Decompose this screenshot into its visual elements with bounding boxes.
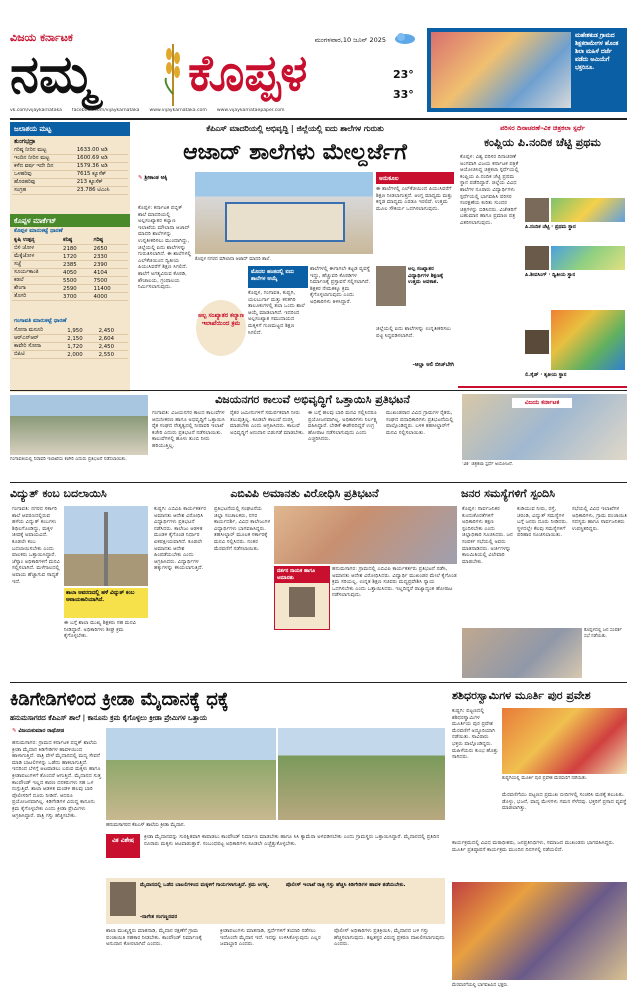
canal-col4: ಮುಖಂಡರಾದ ವಿವಿಧ ಗ್ರಾಮಗಳ ರೈತರು, ಸಂಘದ ಪದಾಧಿಕಾರಿಗಳು ಪ್ರತಿಭಟನೆಯಲ್ಲಿ ಪಾಲ್ಗೊಂಡಿದ್ದರು. ಬಳಿಕ ತಹಸೀಲ್ದಾರ್‌ಗೆ ಮನವಿ ಸಲ್ಲಿಸಲಾಯಿತು. bbox=[386, 410, 454, 436]
winner2-drawing bbox=[551, 246, 625, 270]
vk-link[interactable]: vk.com/vijaykarnataka bbox=[10, 108, 62, 113]
quote-name: -ಆಲ್ಲಾ ಅಲಿ ಬೀಜ್‌ಬೇಗಿ bbox=[412, 362, 454, 368]
sports-photo-2 bbox=[278, 728, 445, 820]
people-caption: ಕೊಪ್ಪಳದಲ್ಲಿ ಜನ ಸಂಪರ್ಕ ಸಭೆ ನಡೆಯಿತು. bbox=[584, 628, 622, 639]
social-strip bbox=[10, 108, 425, 116]
lead-photo bbox=[195, 172, 373, 254]
table-row: ತೊಗರಿ 3700 4000 bbox=[12, 293, 128, 301]
market-sub2: ಗಂಗಾವತಿ ಮಾರುಕಟ್ಟೆ ಧಾರಣೆ bbox=[14, 318, 67, 324]
section-rule bbox=[10, 390, 627, 391]
sports-byline: ✎ ವಿಜಯಕುಮಾರ ರಾಥೋಡ bbox=[12, 728, 65, 734]
weather-cloud-icon bbox=[393, 30, 417, 44]
brand-title-left: ನಮ್ಮ bbox=[10, 45, 96, 105]
swamiji-col3: ಕಾರ್ಯಕ್ರಮದಲ್ಲಿ ವಿವಿಧ ಮಠಾಧೀಶರು, ಜನಪ್ರತಿನಿಧಿಗಳು, ಸಮಾಜದ ಮುಖಂಡರು ಭಾಗವಹಿಸಿದ್ದರು. ಮೂರ್ತಿ ಪ್ರತಿಷ್ಠಾಪನೆ ಕಾರ್ಯಕ್ರಮ ಮುಂದಿನ ದಿನಗಳಲ್ಲಿ ನಡೆಯಲಿದೆ. bbox=[452, 840, 615, 853]
canal-photo bbox=[10, 395, 148, 455]
canal-col1: ಗಂಗಾವತಿ: ವಿಜಯನಗರ ಕಾಲದ ಕಾಲುವೆಗಳ ಆಧುನೀಕರಣ ಹಾಗೂ ಅಭಿವೃದ್ಧಿಗೆ ಒತ್ತಾಯಿಸಿ ರೈತ ಸಂಘದ ನೇತೃತ್ವದಲ್ಲಿ ನೀರಾವರಿ ಇಲಾಖೆ ಕಚೇರಿ ಎದುರು ಪ್ರತಿಭಟನೆ ನಡೆಸಲಾಯಿತು. ಕಾಲುವೆಗಳಲ್ಲಿ ಹೂಳು ತುಂಬಿ ನೀರು ಹರಿಯುತ್ತಿಲ್ಲ. bbox=[152, 410, 225, 449]
top-promo bbox=[427, 28, 627, 112]
table-row: ಮೆಕ್ಕೆಜೋಳ 1720 2330 bbox=[12, 253, 128, 261]
wheat-icon bbox=[162, 34, 184, 106]
table-row: ಕಾವೇರಿ ಸೋನಾ 1,720 2,450 bbox=[12, 343, 128, 351]
section-rule bbox=[10, 482, 627, 483]
epaper-link[interactable]: www.vijaykarnataepaper.com bbox=[216, 108, 285, 113]
power-col1: ಗಂಗಾವತಿ: ನಗರದ ಸರ್ಕಾರಿ ಶಾಲೆ ಆವರಣದಲ್ಲಿರುವ ಹಳೆಯ ವಿದ್ಯುತ್ ಕಂಬಗಳು ಶಿಥಿಲಗೊಂಡಿದ್ದು, ಮಕ್ಕಳ ಜೀವಕ್ಕೆ ಅಪಾಯವಿದೆ. ಕೂಡಲೇ ಕಂಬ ಬದಲಾಯಿಸಬೇಕು ಎಂದು ಪಾಲಕರು ಒತ್ತಾಯಿಸಿದ್ದಾರೆ. ಜೆಸ್ಕಾಂ ಅಧಿಕಾರಿಗಳಿಗೆ ಮನವಿ ಸಲ್ಲಿಸಲಾಗಿದೆ. ಮಳೆಗಾಲದಲ್ಲಿ ಅಪಾಯ ಹೆಚ್ಚಾಗುವ ಸಾಧ್ಯತೆ ಇದೆ. bbox=[12, 506, 60, 585]
sports-quote-box bbox=[106, 878, 445, 924]
people-col1: ಕೊಪ್ಪಳ: ಸಾರ್ವಜನಿಕರ ಕುಂದುಕೊರತೆಗಳಿಗೆ ಅಧಿಕಾರಿಗಳು ತಕ್ಷಣ ಸ್ಪಂದಿಸಬೇಕು ಎಂದು ಜಿಲ್ಲಾಧಿಕಾರಿ ಸೂಚಿಸಿದರು. ಜನ ಸಂಪರ್ಕ ಸಭೆಯಲ್ಲಿ ಅವರು ಮಾತನಾಡಿದರು. ಅರ್ಜಿಗಳನ್ನು ಕಾಲಮಿತಿಯಲ್ಲಿ ವಿಲೇವಾರಿ ಮಾಡಬೇಕು. bbox=[462, 506, 513, 565]
market-title: ಕೊಪ್ಪಳ ಮಾರ್ಕೆಟ್ bbox=[10, 214, 130, 227]
sports-quote-text-2: ಪೊಲೀಸ್ ಇಲಾಖೆ ರಾತ್ರಿ ಗಸ್ತು ಹೆಚ್ಚಿಸಿ ಕಿಡಿಗೇಡಿಗಳ ಹಾವಳಿ ತಡೆಯಬೇಕು. bbox=[286, 882, 406, 888]
procession-photo bbox=[452, 882, 627, 980]
sports-intro: ಕ್ರೀಡಾ ಮೈದಾನವನ್ನು ಸುರಕ್ಷಿತವಾಗಿ ಕಾಪಾಡಲು ಕಾಂಪೌಂಡ್ ನಿರ್ಮಾಣ ಮಾಡಬೇಕು ಹಾಗೂ ಸಿಸಿ ಕ್ಯಾಮೆರಾ ಅಳವಡಿಸಬೇಕು ಎಂದು ಗ್ರಾಮಸ್ಥರು ಒತ್ತಾಯಿಸಿದ್ದಾರೆ. ಮೈದಾನದಲ್ಲಿ ಪ್ರತಿದಿನ ನೂರಾರು ಮಕ್ಕಳು ಆಟವಾಡುತ್ತಾರೆ. ಸಂಬಂಧಪಟ್ಟ ಅಧಿಕಾರಿಗಳು ಕೂಡಲೇ ಎಚ್ಚೆತ್ತುಕೊಳ್ಳಬೇಕು. bbox=[144, 834, 440, 847]
swamiji-headline: ಶಶಿಧರಸ್ವಾಮಿಗಳ ಮೂರ್ತಿ ಪುರ ಪ್ರವೇಶ bbox=[452, 689, 591, 702]
lead-byline: ✎ ಶ್ರೀಕಾಂತ ಅಕ್ಕಿ bbox=[138, 175, 168, 181]
sports-photo-1 bbox=[106, 728, 276, 820]
canal-headline: ವಿಜಯನಗರ ಕಾಲುವೆ ಅಭಿವೃದ್ಧಿಗೆ ಒತ್ತಾಯಿಸಿ ಪ್ರತಿಭಟನೆ bbox=[215, 393, 410, 406]
sports-col1: ಹನುಮಸಾಗರ: ಗ್ರಾಮದ ಕರ್ನಾಟಕ ಪಬ್ಲಿಕ್ ಶಾಲೆಯ ಕ್ರೀಡಾ ಮೈದಾನ ಕಿಡಿಗೇಡಿಗಳ ಹಾವಳಿಯಿಂದ ಹಾಳಾಗುತ್ತಿದೆ. ರಾತ್ರಿ ವೇಳೆ ಮೈದಾನದಲ್ಲಿ ಮದ್ಯ ಸೇವನೆ ಮಾಡಿ ಬಾಟಲಿಗಳನ್ನು ಒಡೆದು ಹಾಕಲಾಗುತ್ತಿದೆ. ಇದರಿಂದ ಬೆಳಗ್ಗೆ ಆಟವಾಡಲು ಬರುವ ಮಕ್ಕಳು ಹಾಗೂ ಕ್ರೀಡಾಪಟುಗಳಿಗೆ ತೊಂದರೆ ಆಗುತ್ತಿದೆ. ಮೈದಾನದ ಸುತ್ತ ಕಾಂಪೌಂಡ್ ಇಲ್ಲದ ಕಾರಣ ದನಕರುಗಳು ಸಹ ಒಳ ನುಗ್ಗುತ್ತಿವೆ. ಶಾಲಾ ಆಡಳಿತ ಮಂಡಳಿ ಹಲವು ಬಾರಿ ಪೊಲೀಸರಿಗೆ ದೂರು ನೀಡಿದೆ. ಆದರೂ ಪ್ರಯೋಜನವಾಗಿಲ್ಲ. ಕಿಡಿಗೇಡಿಗಳ ವಿರುದ್ಧ ಕಾನೂನು ಕ್ರಮ ಕೈಗೊಳ್ಳಬೇಕು ಎಂದು ಕ್ರೀಡಾ ಪ್ರೇಮಿಗಳು ಆಗ್ರಹಿಸಿದ್ದಾರೆ. ರಾತ್ರಿ ಗಸ್ತು ಹೆಚ್ಚಿಸಬೇಕು. bbox=[12, 740, 102, 819]
swamiji-photo bbox=[502, 708, 627, 774]
left-sidebar bbox=[10, 122, 130, 392]
power-photo bbox=[64, 506, 148, 586]
table-row: ಬಿಳಿ ಜೋಳ 2180 2650 bbox=[12, 245, 128, 253]
table-row: ಸೂರ್ಯಕಾಂತಿ 4050 4104 bbox=[12, 269, 128, 277]
sports-caption: ಹನುಮಸಾಗರದ ಕೆಪಿಎಸ್ ಶಾಲೆಯ ಕ್ರೀಡಾ ಮೈದಾನ. bbox=[106, 823, 185, 828]
market-table-2 bbox=[12, 327, 128, 359]
masthead-rule bbox=[10, 118, 627, 120]
contest-kicker: ಪರಿಸರ ದಿನಾಚರಣೆ–ವಿಕ ಚಿತ್ರಕಲಾ ಸ್ಪರ್ಧೆ bbox=[500, 124, 585, 132]
vk-banner: ವಿಜಯ ಕರ್ನಾಟಕ bbox=[512, 398, 572, 408]
sports-headline: ಕಿಡಿಗೇಡಿಗಳಿಂದ ಕ್ರೀಡಾ ಮೈದಾನಕ್ಕೆ ಧಕ್ಕೆ bbox=[10, 689, 229, 710]
table-row: ಹೊರಹರಿವು 213 ಕ್ಯೂಸೆಕ್ bbox=[12, 179, 128, 187]
abvp-col2: ಪ್ರತಿಭಟನೆಯಲ್ಲಿ ಸಂಘಟನೆಯ ಜಿಲ್ಲಾ ಸಂಚಾಲಕರು, ನಗರ ಕಾರ್ಯದರ್ಶಿ, ವಿವಿಧ ಕಾಲೇಜುಗಳ ವಿದ್ಯಾರ್ಥಿಗಳು ಭಾಗವಹಿಸಿದ್ದರು. ತಹಸೀಲ್ದಾರ್ ಮೂಲಕ ಸರ್ಕಾರಕ್ಕೆ ಮನವಿ ಸಲ್ಲಿಸಿದರು. ನಂತರ ಮೆರವಣಿಗೆ ನಡೆಸಲಾಯಿತು. bbox=[214, 506, 271, 552]
quote-text: ಅಲ್ಪ ಸಂಖ್ಯಾತರ ವಿದ್ಯಾರ್ಥಿಗಳ ಶಿಕ್ಷಣಕ್ಕೆ ಉತ್ತಮ ಅವಕಾಶ. bbox=[408, 266, 444, 286]
water-table bbox=[12, 147, 128, 195]
contest-headline: ಕಂಪ್ಲಿಯ ಪಿ.ನಂದಿಕ ಚೆಟ್ಟಿ ಪ್ರಥಮ bbox=[484, 136, 601, 149]
sports-col2: ಶಾಲಾ ಮುಖ್ಯಸ್ಥರು ಮಾತನಾಡಿ, ಮೈದಾನ ರಕ್ಷಣೆಗೆ ಗ್ರಾಮ ಪಂಚಾಯಿತಿ ಸಹಕಾರ ನೀಡಬೇಕು. ಕಾಂಪೌಂಡ್ ನಿರ್ಮಾಣಕ್ಕೆ ಅನುದಾನ ಕೋರಲಾಗಿದೆ ಎಂದರು. bbox=[106, 928, 202, 948]
table-row: ಇಂದಿನ ನೀರಿನ ಮಟ್ಟ 1600.69 ಅಡಿ bbox=[12, 155, 128, 163]
table-row: ಕಡಲೆ 5500 7500 bbox=[12, 277, 128, 285]
winner1-drawing bbox=[551, 198, 625, 222]
issue-date: ಮಂಗಳವಾರ,10 ಜೂನ್ 2025 bbox=[314, 36, 386, 44]
sports-quote-name: -ನಾಗೇಶ ಸಂಗಣ್ಣನವರ bbox=[140, 914, 178, 920]
market-sub1: ಕೊಪ್ಪಳ ಮಾರುಕಟ್ಟೆ ಧಾರಣೆ bbox=[14, 228, 63, 234]
lead-col1: ಕೊಪ್ಪಳ: ಕರ್ನಾಟಕ ಪಬ್ಲಿಕ್ ಶಾಲೆ ಮಾದರಿಯಲ್ಲಿ ಅಲ್ಪಸಂಖ್ಯಾತರ ಕಲ್ಯಾಣ ಇಲಾಖೆಯ ಮೌಲಾನಾ ಆಜಾದ್ ಮಾದರಿ ಶಾಲೆಗಳನ್ನು ಉನ್ನತೀಕರಿಸಲು ಮುಂದಾಗಿದ್ದು, ಜಿಲ್ಲೆಯಲ್ಲಿ ಐದು ಶಾಲೆಗಳನ್ನು ಗುರುತಿಸಲಾಗಿದೆ. ಈ ಶಾಲೆಗಳಲ್ಲಿ ಎಲ್‌ಕೆಜಿಯಿಂದ ದ್ವಿತೀಯ ಪಿಯುಸಿವರೆಗೆ ಶಿಕ್ಷಣ ಸಿಗಲಿದೆ. ಶಾಲೆಗೆ ಅಗತ್ಯವಿರುವ ಕೊಠಡಿ, ಶೌಚಾಲಯ, ಗ್ರಂಥಾಲಯ ನಿರ್ಮಿಸಲಾಗುವುದು. bbox=[138, 205, 192, 291]
contest-col1: ಕೊಪ್ಪಳ: ವಿಶ್ವ ಪರಿಸರ ದಿನಾಚರಣೆ ಅಂಗವಾಗಿ ವಿಜಯ ಕರ್ನಾಟಕ ಪತ್ರಿಕೆ ಆಯೋಜಿಸಿದ್ದ ಚಿತ್ರಕಲಾ ಸ್ಪರ್ಧೆಯಲ್ಲಿ ಕಂಪ್ಲಿಯ ಪಿ.ನಂದಿಕ ಚೆಟ್ಟಿ ಪ್ರಥಮ ಸ್ಥಾನ ಪಡೆದಿದ್ದಾರೆ. ಜಿಲ್ಲೆಯ ವಿವಿಧ ಶಾಲೆಗಳ ನೂರಾರು ವಿದ್ಯಾರ್ಥಿಗಳು ಸ್ಪರ್ಧೆಯಲ್ಲಿ ಭಾಗವಹಿಸಿ ಪರಿಸರ ಸಂರಕ್ಷಣೆಯ ಕುರಿತು ಸುಂದರ ಚಿತ್ರಗಳನ್ನು ಬಿಡಿಸಿದರು. ವಿಜೇತರಿಗೆ ಬಹುಮಾನ ಹಾಗೂ ಪ್ರಮಾಣ ಪತ್ರ ವಿತರಿಸಲಾಗುವುದು. bbox=[460, 154, 519, 226]
quote-portrait bbox=[376, 266, 406, 306]
pen-icon: ✎ bbox=[138, 175, 145, 181]
table-row: ಬಿಪಿಟಿ 2,000 2,550 bbox=[12, 351, 128, 359]
contest-event-photo bbox=[462, 394, 627, 460]
table-row: ಶೇಂಗಾ 2590 11400 bbox=[12, 285, 128, 293]
table-row: ಸೋನಾ ಮಸೂರಿ 1,950 2,450 bbox=[12, 327, 128, 335]
canal-col2: ರೈತರ ಜಮೀನುಗಳಿಗೆ ಸಮರ್ಪಕವಾಗಿ ನೀರು ತಲುಪುತ್ತಿಲ್ಲ. ಕೂಡಲೇ ಕಾಲುವೆ ದುರಸ್ತಿ ಮಾಡಬೇಕು ಎಂದು ಆಗ್ರಹಿಸಿದರು. ಕಾಲುವೆ ಅಭಿವೃದ್ಧಿಗೆ ಅನುದಾನ ಬಿಡುಗಡೆ ಮಾಡಬೇಕು. bbox=[230, 410, 305, 436]
sports-subhead: ಹನುಮಸಾಗರದ ಕೆಪಿಎಸ್ ಶಾಲೆ | ಕಾನೂನು ಕ್ರಮ ಕೈಗೊಳ್ಳಲು ಕ್ರೀಡಾ ಪ್ರೇಮಿಗಳ ಒತ್ತಾಯ bbox=[10, 714, 208, 722]
abvp-col1: ಕುಷ್ಟಗಿ: ಎಬಿವಿಪಿ ಕಾರ್ಯಕರ್ತರ ಅಮಾನತು ಆದೇಶ ವಿರೋಧಿಸಿ ವಿದ್ಯಾರ್ಥಿಗಳು ಪ್ರತಿಭಟನೆ ನಡೆಸಿದರು. ಕಾಲೇಜು ಆಡಳಿತ ಮಂಡಳಿ ಕೈಗೊಂಡ ನಿರ್ಧಾರ ಏಕಪಕ್ಷೀಯವಾಗಿದೆ. ಕೂಡಲೇ ಅಮಾನತು ಆದೇಶ ಹಿಂಪಡೆಯಬೇಕು ಎಂದು ಆಗ್ರಹಿಸಿದರು. ವಿದ್ಯಾರ್ಥಿಗಳ ಹಕ್ಕುಗಳನ್ನು ಕಸಿಯಲಾಗುತ್ತಿದೆ. bbox=[154, 506, 207, 572]
table-row: ಕಳೆದ ವರ್ಷ ಇದೇ ದಿನ 1579.36 ಅಡಿ bbox=[12, 163, 128, 171]
lead-sidebox-title: ಅನುಕೂಲ bbox=[376, 172, 454, 184]
quote-more: ಜಿಲ್ಲೆಯಲ್ಲಿ ಐದು ಶಾಲೆಗಳನ್ನು ಉನ್ನತೀಕರಿಸಲು ಪಟ್ಟಿ ಸಿದ್ಧಪಡಿಸಲಾಗಿದೆ. bbox=[376, 326, 452, 339]
winner1-name: ಪಿ.ನಂದಿಕ ಚೆಟ್ಟಿ · ಪ್ರಥಮ ಸ್ಥಾನ bbox=[525, 224, 576, 230]
people-headline: ಜನರ ಸಮಸ್ಯೆಗಳಿಗೆ ಸ್ಪಂದಿಸಿ bbox=[461, 487, 555, 500]
lead-sidebox-text: ಈ ಶಾಲೆಗಳಲ್ಲಿ ಎಲ್‌ಕೆಜಿಯಿಂದ ಪಿಯುಸಿವರೆಗೆ ಶಿಕ್ಷಣ ನೀಡಲಾಗುತ್ತದೆ. ಆಂಗ್ಲ ಮಾಧ್ಯಮ ಮತ್ತು ಕನ್ನಡ ಮಾಧ್ಯಮ ಎರಡೂ ಇರಲಿವೆ. ಉತ್ತಮ ಮೂಲ ಸೌಕರ್ಯ ಒದಗಿಸಲಾಗುವುದು. bbox=[376, 186, 453, 212]
winner3-photo bbox=[525, 330, 549, 354]
lead-col4: ಶಾಲೆಗಳಲ್ಲಿ ಈಗಾಗಲೇ ಕಟ್ಟಡ ವ್ಯವಸ್ಥೆ ಇದ್ದು, ಹೆಚ್ಚುವರಿ ಕೊಠಡಿಗಳ ನಿರ್ಮಾಣಕ್ಕೆ ಪ್ರಸ್ತಾವನೆ ಸಲ್ಲಿಸಲಾಗಿದೆ. ಶಿಕ್ಷಕರ ನೇಮಕಕ್ಕೂ ಕ್ರಮ ಕೈಗೊಳ್ಳಲಾಗುವುದು ಎಂದು ಅಧಿಕಾರಿಗಳು ತಿಳಿಸಿದ್ದಾರೆ. bbox=[310, 266, 371, 305]
lead-pullquote: ಅಲ್ಪ ಸಂಖ್ಯಾತರ ಕಲ್ಯಾಣ ಇಲಾಖೆಯಿಂದ ಕ್ರಮ bbox=[196, 300, 246, 356]
procession-caption: ಮೆರವಣಿಗೆಯಲ್ಲಿ ಭಾಗವಹಿಸಿದ ಭಕ್ತರು. bbox=[452, 983, 509, 988]
swamiji-caption: ಕುಷ್ಟಗಿಯಲ್ಲಿ ಮೂರ್ತಿ ಪುರ ಪ್ರವೇಶ ಮೆರವಣಿಗೆ ನಡೆಯಿತು. bbox=[502, 776, 588, 781]
abvp-box: ದರ್ಶನ ನಾಯಕ ಹಾಗೂ ಅಮಾನತು bbox=[274, 566, 330, 630]
lead-photo-caption: ಕೊಪ್ಪಳ ನಗರದ ಮೌಲಾನಾ ಆಜಾದ್ ಮಾದರಿ ಶಾಲೆ. bbox=[195, 257, 271, 262]
brand-title-right: ಕೊಪ್ಪಳ bbox=[188, 44, 308, 102]
water-title: ಜಲಾಶಯ ಮಟ್ಟ bbox=[10, 122, 130, 136]
lead-headline: ಆಜಾದ್ ಶಾಲೆಗಳು ಮೇಲ್ದರ್ಜೆಗೆ bbox=[183, 140, 407, 165]
facebook-link[interactable]: facebook.com/vijaykarnataka bbox=[71, 108, 140, 113]
canal-col3: ಈ ಬಗ್ಗೆ ಹಲವು ಬಾರಿ ಮನವಿ ಸಲ್ಲಿಸಿದರೂ ಪ್ರಯೋಜನವಾಗಿಲ್ಲ. ಅಧಿಕಾರಿಗಳು ನಿರ್ಲಕ್ಷ್ಯ ವಹಿಸಿದ್ದಾರೆ. ಬೇಡಿಕೆ ಈಡೇರದಿದ್ದರೆ ಉಗ್ರ ಹೋರಾಟ ನಡೆಸಲಾಗುವುದು ಎಂದು ಎಚ್ಚರಿಸಿದರು. bbox=[308, 410, 378, 443]
promo-text: ಮಹೇಶಕುಡ ಗ್ರಾಮದ ಶಿಕ್ಷಕರಾಮೇಗಳ ಹೊಂತ ಶಿಲಾ ಮಹಿಳೆ ದರ್ಜೆ ಪಡೆದು ಅಮಿಯೆಗೆ ಭಕ್ತರಿನೂ. bbox=[575, 33, 619, 71]
lead-box: ಮೊದಲ ಹಂತದಲ್ಲಿ ಐದು ಶಾಲೆಗಳ ಆಯ್ಕೆ bbox=[248, 266, 308, 288]
swamiji-col1: ಕುಷ್ಟಗಿ: ಪಟ್ಟಣದಲ್ಲಿ ಶಶಿಧರಸ್ವಾಮಿಗಳ ಮೂರ್ತಿಯ ಪುರ ಪ್ರವೇಶ ಮೆರವಣಿಗೆ ಅದ್ದೂರಿಯಾಗಿ ನಡೆಯಿತು. ಸಾವಿರಾರು ಭಕ್ತರು ಪಾಲ್ಗೊಂಡಿದ್ದರು. ಮಹಿಳೆಯರು ಕುಂಭ ಹೊತ್ತು ಸಾಗಿದರು. bbox=[452, 708, 499, 761]
sports-col3: ಕ್ರೀಡಾಪಟುಗಳು ಮಾತನಾಡಿ, ಸ್ಪರ್ಧೆಗಳಿಗೆ ತಯಾರಿ ನಡೆಸಲು ಇದೊಂದೇ ಮೈದಾನ ಇದೆ. ಇದನ್ನು ಉಳಿಸಿಕೊಳ್ಳುವುದು ಎಲ್ಲರ ಜವಾಬ್ದಾರಿ ಎಂದರು. bbox=[220, 928, 321, 948]
power-col2: ಈ ಬಗ್ಗೆ ಶಾಲಾ ಮುಖ್ಯ ಶಿಕ್ಷಕರು ಸಹ ಮನವಿ ನೀಡಿದ್ದಾರೆ. ಅಧಿಕಾರಿಗಳು ಶೀಘ್ರ ಕ್ರಮ ಕೈಗೊಳ್ಳಬೇಕು. bbox=[64, 620, 137, 640]
canal-caption: ಗಂಗಾವತಿಯಲ್ಲಿ ನಿರಾವರಿ ಇಲಾಖೆಯ ಕಚೇರಿ ಎದುರು ಪ್ರತಿಭಟನೆ ನಡೆಸಲಾಯಿತು. bbox=[10, 457, 127, 462]
sports-col4: ಪೊಲೀಸ್ ಅಧಿಕಾರಿಗಳು ಪ್ರತಿಕ್ರಿಯಿಸಿ, ಮೈದಾನದ ಬಳಿ ಗಸ್ತು ಹೆಚ್ಚಿಸಲಾಗುವುದು. ತಪ್ಪಿತಸ್ಥರ ವಿರುದ್ಧ ಪ್ರಕರಣ ದಾಖಲಿಸಲಾಗುವುದು ಎಂದರು. bbox=[334, 928, 445, 948]
table-row: ಸಜ್ಜೆ 2385 2390 bbox=[12, 261, 128, 269]
abvp-photo bbox=[274, 506, 457, 564]
abvp-col3: ಹನುಮಸಾಗರ: ಗ್ರಾಮದಲ್ಲಿ ಎಬಿವಿಪಿ ಕಾರ್ಯಕರ್ತರು ಪ್ರತಿಭಟನೆ ನಡೆಸಿ, ಅಮಾನತು ಆದೇಶ ವಿರೋಧಿಸಿದರು. ವಿದ್ಯಾರ್ಥಿ ಮುಖಂಡರ ಮೇಲೆ ಕೈಗೊಂಡ ಕ್ರಮ ಸರಿಯಲ್ಲ. ಉನ್ನತ ಶಿಕ್ಷಣ ಸಚಿವರು ಮಧ್ಯಪ್ರವೇಶಿಸಿ ನ್ಯಾಯ ಒದಗಿಸಬೇಕು ಎಂದು ಒತ್ತಾಯಿಸಿದರು. ಇಲ್ಲದಿದ್ದರೆ ರಾಜ್ಯಾದ್ಯಂತ ಹೋರಾಟ ನಡೆಸಲಾಗುವುದು. bbox=[332, 566, 457, 599]
table-row: ಒಳಹರಿವು 7615 ಕ್ಯೂಸೆಕ್ bbox=[12, 171, 128, 179]
contest-event-caption: ‘ವಿಕ’ ಚಿತ್ರಕಲಾ ಸ್ಪರ್ಧೆ ಅಯೋಜನೆ. bbox=[462, 462, 514, 467]
winner3-name: ಲಿ.ಸೈಡ್ · ತೃತೀಯ ಸ್ಥಾನ bbox=[525, 372, 567, 378]
dam-name: ತುಂಗಭದ್ರಾ bbox=[14, 138, 36, 145]
winner3-drawing bbox=[551, 310, 625, 370]
table-row: ಸಂಗ್ರಹ 23.786 ಟಿಎಂಸಿ bbox=[12, 187, 128, 195]
pole-shape bbox=[104, 512, 108, 586]
winner2-name: ಪಿ.ಶೀವಸಿಂಗ್ · ದ್ವಿತೀಯ ಸ್ಥಾನ bbox=[525, 272, 576, 278]
table-row: ಆರ್‌ಎನ್‌ಆರ್ 2,150 2,604 bbox=[12, 335, 128, 343]
lead-kicker: ಕೆಪಿಎಸ್ ಮಾದರಿಯಲ್ಲಿ ಅಭಿವೃದ್ಧಿ | ಜಿಲ್ಲೆಯಲ್ಲಿ ಐದು ಶಾಲೆಗಳ ಗುರುತು bbox=[206, 124, 384, 133]
abvp-portrait bbox=[289, 587, 315, 617]
school-building bbox=[225, 202, 345, 242]
contest-rule bbox=[458, 386, 627, 388]
website-link[interactable]: www.vijaykarnataka.com bbox=[149, 108, 207, 113]
lead-col3: ಕೊಪ್ಪಳ, ಗಂಗಾವತಿ, ಕುಷ್ಟಗಿ, ಯಲಬುರ್ಗಾ ಮತ್ತು ಕನಕಗಿರಿ ತಾಲೂಕುಗಳಲ್ಲಿ ತಲಾ ಒಂದು ಶಾಲೆ ಆಯ್ಕೆ ಮಾಡಲಾಗಿದೆ. ಇದರಿಂದ ಅಲ್ಪಸಂಖ್ಯಾತ ಸಮುದಾಯದ ಮಕ್ಕಳಿಗೆ ಗುಣಮಟ್ಟದ ಶಿಕ್ಷಣ ಸಿಗಲಿದೆ. bbox=[248, 290, 305, 336]
brand-top-label: ವಿಜಯ ಕರ್ನಾಟಕ bbox=[10, 31, 73, 44]
winner2-photo bbox=[525, 246, 549, 270]
people-col3: ಸಭೆಯಲ್ಲಿ ವಿವಿಧ ಇಲಾಖೆಗಳ ಅಧಿಕಾರಿಗಳು, ಗ್ರಾಮ ಪಂಚಾಯಿತಿ ಸದಸ್ಯರು ಹಾಗೂ ಸಾರ್ವಜನಿಕರು ಉಪಸ್ಥಿತರಿದ್ದರು. bbox=[572, 506, 627, 532]
swamiji-col2: ಮೆರವಣಿಗೆಯು ಪಟ್ಟಣದ ಪ್ರಮುಖ ಬೀದಿಗಳಲ್ಲಿ ಸಂಚರಿಸಿ ಮಠಕ್ಕೆ ತಲುಪಿತು. ಡೊಳ್ಳು, ಭಜನೆ, ವಾದ್ಯ ಮೇಳಗಳು ಗಮನ ಸೆಳೆದವು. ಭಕ್ತರಿಗೆ ಪ್ರಸಾದ ವ್ಯವಸ್ಥೆ ಮಾಡಲಾಗಿತ್ತು. bbox=[502, 792, 627, 812]
table-header: ಕೃಷಿ ಉತ್ಪನ್ನ ಕನಿಷ್ಠ ಗರಿಷ್ಠ bbox=[12, 237, 128, 245]
sports-quote-text: ಮೈದಾನದಲ್ಲಿ ಒಡೆದ ಬಾಟಲಿಗಳಿಂದ ಮಕ್ಕಳಿಗೆ ಗಾಯಗಳಾಗುತ್ತಿವೆ. ಕ್ರಮ ಅಗತ್ಯ. bbox=[140, 882, 270, 888]
pen-icon: ✎ bbox=[12, 728, 19, 734]
temp-low: 33° bbox=[393, 88, 414, 101]
market-table bbox=[12, 237, 128, 301]
power-headline: ವಿದ್ಯುತ್ ಕಂಬ ಬದಲಾಯಿಸಿ bbox=[10, 487, 107, 500]
sports-quote-portrait bbox=[110, 882, 136, 916]
table-row: ಗರಿಷ್ಠ ನೀರಿನ ಮಟ್ಟ 1633.00 ಅಡಿ bbox=[12, 147, 128, 155]
section-rule bbox=[10, 682, 627, 683]
power-box: ಶಾಲಾ ಆವರಣದಲ್ಲಿ ಹಳೆ ವಿದ್ಯುತ್ ಕಂಬ ಅಪಾಯಕಾರಿಯಾಗಿದೆ. bbox=[64, 588, 148, 618]
sports-badge: ವಿಕ ವಿಶೇಷ bbox=[106, 834, 140, 858]
winner1-photo bbox=[525, 198, 549, 222]
people-photo bbox=[462, 628, 582, 678]
temp-high: 23° bbox=[393, 68, 414, 81]
promo-photo bbox=[431, 32, 571, 108]
people-col2: ಕುಡಿಯುವ ನೀರು, ರಸ್ತೆ, ಚರಂಡಿ, ವಿದ್ಯುತ್ ಸಮಸ್ಯೆಗಳ ಬಗ್ಗೆ ಜನರು ದೂರು ನೀಡಿದರು. ಸ್ಥಳದಲ್ಲೇ ಕೆಲವು ಸಮಸ್ಯೆಗಳಿಗೆ ಪರಿಹಾರ ಸೂಚಿಸಲಾಯಿತು. bbox=[517, 506, 568, 539]
abvp-headline: ಎಬಿವಿಪಿ ಅಮಾನತು ವಿರೋಧಿಸಿ ಪ್ರತಿಭಟನೆ bbox=[230, 487, 379, 500]
